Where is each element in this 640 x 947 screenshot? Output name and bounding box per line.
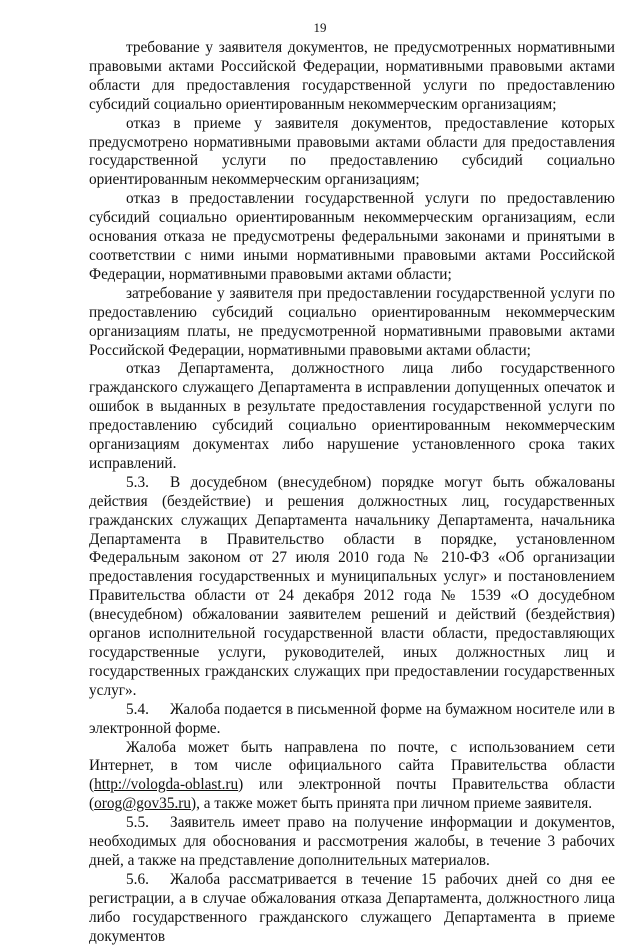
- paragraph-fee-demand: затребование у заявителя при предоставлении государственной услуги по предоставлению субсидий социально ориентированным некоммерческим организациям платы, не предусмотренной нормативными правовыми актами Российской Федерации, нормативными правовыми актами области;: [89, 284, 615, 359]
- channels-text-between: ) или электронной почты Правительства области (: [89, 776, 615, 813]
- channels-text-before-site: Жалоба может быть направлена по почте, с использованием сети Интернет, в том числе официального сайта Правительства области (: [89, 738, 615, 794]
- clause-5-6-number: 5.6.: [126, 870, 149, 888]
- clause-5-4: [89, 701, 615, 739]
- paragraph-refusal-acceptance: отказ в приеме у заявителя документов, предоставление которых предусмотрено нормативными правовыми актами области для предоставления государственной услуги по предоставлению субсидий социально ориентированным некоммерческим организациям;: [89, 114, 615, 189]
- paragraph-complaint-channels: [89, 739, 615, 815]
- clause-5-5-number: 5.5.: [126, 814, 149, 832]
- paragraph-refusal-correction: отказ Департамента, должностного лица либо государственного гражданского служащего Департамента в исправлении допущенных опечаток и ошибок в выданных в результате предоставления государственной услуги по предоставлению субсидий социально ориентированным некоммерческим организациям документах либо нарушение установленного срока таких исправлений.: [89, 360, 615, 472]
- document-body: [89, 39, 615, 947]
- clause-5-3: [89, 474, 615, 701]
- paragraph-refusal-service: отказ в предоставлении государственной услуги по предоставлению субсидий социально ориентированным некоммерческим организациям, если основания отказа не предусмотрены федеральными законами и принятыми в соответствии с ними иными нормативными правовыми актами Российской Федерации, нормативными правовыми актами области;: [89, 190, 615, 283]
- clause-5-6-text: Жалоба рассматривается в течение 15 рабочих дней со дня ее регистрации, а в случае обжалования отказа Департамента, должностного лица либо государственного гражданского служащего Департамента в приеме документов: [89, 870, 615, 945]
- email-link[interactable]: orog@gov35.ru: [94, 795, 192, 813]
- page-number: 19: [313, 20, 327, 35]
- clause-5-4-number: 5.4.: [126, 700, 149, 718]
- clause-5-6: [89, 871, 615, 947]
- clause-5-5-text: Заявитель имеет право на получение информации и документов, необходимых для обоснования и рассмотрения жалобы, в течение 3 рабочих дней, а также на представление дополнительных материалов.: [89, 814, 615, 869]
- site-link[interactable]: http://vologda-oblast.ru: [94, 776, 239, 794]
- clause-5-5: [89, 814, 615, 871]
- clause-5-3-text: В досудебном (внесудебном) порядке могут быть обжалованы действия (бездействие) и решения должностных лиц, государственных гражданских служащих Департамента начальнику Департамента, начальника Департамента в Правительство области в порядке, установленном Федеральным законом от 27 июля 2010 года № 210-ФЗ «Об организации предоставления государственных и муниципальных услуг» и постановлением Правительства области от 24 декабря 2012 года № 1539 «О досудебном (внесудебном) обжаловании заявителем решений и действий (бездействия) органов исполнительной государственной власти области, предоставляющих государственные услуги, руководителей, иных должностных лиц и государственных гражданских служащих при предоставлении государственных услуг».: [89, 473, 615, 699]
- channels-text-after-email: ), а также может быть принята при личном приеме заявителя.: [191, 795, 593, 813]
- clause-5-4-text: Жалоба подается в письменной форме на бумажном носителе или в электронной форме.: [89, 700, 615, 737]
- paragraph-demand-documents: требование у заявителя документов, не предусмотренных нормативными правовыми актами Российской Федерации, нормативными правовыми актами области для предоставления государственной услуги по предоставлению субсидий социально ориентированным некоммерческим организациям;: [89, 39, 615, 113]
- clause-5-3-number: 5.3.: [126, 473, 149, 491]
